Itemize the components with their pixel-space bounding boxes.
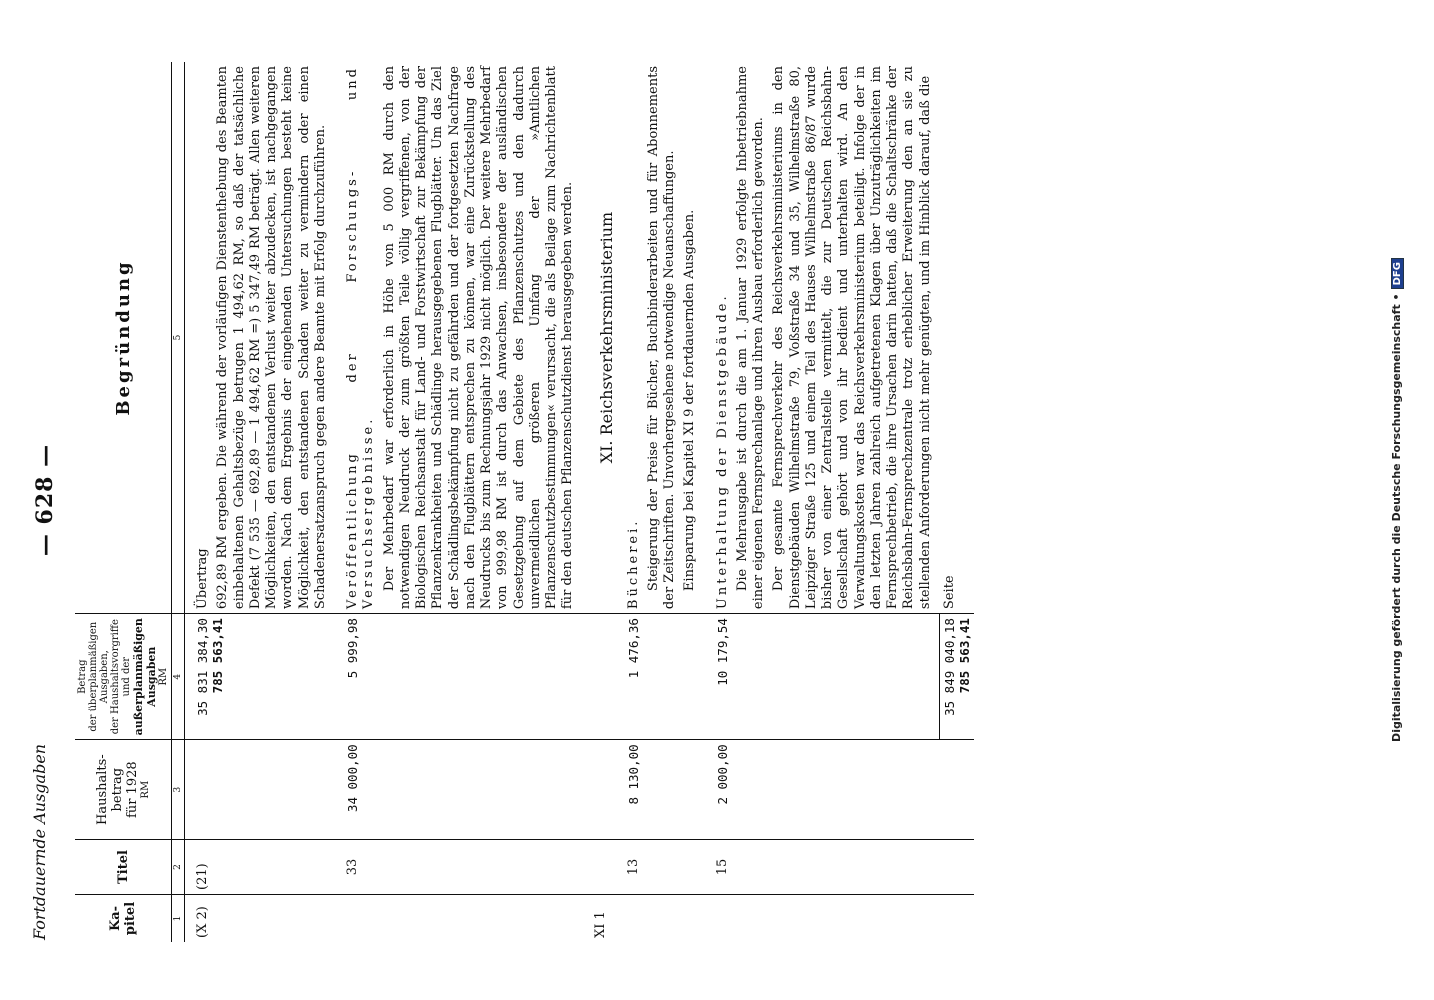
row21-text: 692,89 RM ergeben. Die während der vorläufigen Dienstenthebung des Beamten einbehaltenen Gehaltsbezüge betrugen 1 494,62 RM, so daß der tatsächliche Defekt (7 535 — 692,89 — 1 494,62 RM =) 5 347,49 RM beträgt. Allen weiteren Möglichkeiten, den entstandenen Verlust weiter abzudecken, ist nachgegangen worden. Nach dem Ergebnis der eingehenden Untersuchungen besteht keine Möglichkeit, den entstandenen Schaden weiter zu vermindern oder einen Schadenersatzanspruch gegen andere Beamte mit Erfolg durchzuführen. [215,66,328,610]
chapter-kapitel: XI 1 [592,911,608,938]
uebertrag-kapitel: (X 2) [195,906,210,938]
colnum-5: 5 [172,62,185,614]
colnum-2: 2 [172,840,185,895]
row13-text: Bücherei. Steigerung der Preise für Bücher, Buchbinderarbeiten und für Abonnements der Zeitschriften. Unvorhergesehene notwendige Neuanschaffungen. Einsparung bei Kapitel XI 9 der fortdauernden Ausgaben. [624,62,705,614]
chapter-title: XI. Reichsverkehrsministerium [596,211,616,464]
header-betrag: Betrag der überplanmäßigen Ausgaben, der Haushaltsvorgriffe und der außerplanmäßigen Ausgaben RM [75,614,172,740]
uebertrag-row [185,62,336,942]
row33-titel: 33 [335,840,583,895]
dfg-logo: DFG [1391,258,1404,289]
row33-text: Veröffentlichung der Forschungs- und Versuchsergebnisse. Der Mehrbedarf war erforderlich in Höhe von 5 000 RM durch den notwendigen Neudruck der zum größten Teile völlig vergriffenen, von der Biologischen Reichsanstalt für Land- und Forstwirtschaft zur Bekämpfung der Pflanzenkrankheiten und Schädlinge herausgegebenen Flugblätter. Um das Ziel der Schädlingsbekämpfung nicht zu gefährden und der fortgesetzten Nachfrage nach den Flugblättern entsprechen zu können, war eine Zurückstellung des Neudrucks bis zum Rechnungsjahr 1929 nicht möglich. Der weitere Mehrbedarf von 999,98 RM ist durch das Anwachsen, insbesondere der ausländischen Gesetzgebung auf dem Gebiete des Pflanzenschutzes und den dadurch unvermeidlichen größeren Umfang der »Amtlichen Pflanzenschutzbestimmungen« verursacht, die als Beilage zum Nachrichtenblatt für den deutschen Pflanzenschutzdienst herausgegeben werden. [335,62,583,614]
seite-betrag: 35 849 040,18 785 563,41 [940,614,975,740]
uebertrag-betrag: 35 831 384,30 785 563,41 [185,614,336,740]
budget-table [75,62,974,942]
colnum-1: 1 [172,894,185,942]
row15-titel: 15 [705,840,940,895]
row13-titel: 13 [624,840,705,895]
header-row [75,62,172,942]
seite-row [940,62,975,942]
row33-betrag: 5 999,98 [335,614,583,740]
page-number: — 628 — [32,443,58,557]
colnum-3: 3 [172,740,185,840]
header-haushalt: Haushalts- betrag für 1928 RM [75,740,172,840]
header-begruendung: Begründung [75,62,172,614]
header-titel: Titel [75,840,172,895]
digitization-note: Digitalisierung gefördert durch die Deutsche Forschungsgemeinschaft •DFG [1390,0,1404,1000]
row15-betrag: 10 179,54 [705,614,940,740]
seite-label: Seite [940,62,975,614]
table-row [624,62,705,942]
row33-haushalt: 34 000,00 [335,740,583,840]
chapter-row [583,62,624,942]
header-kapitel: Ka- pitel [75,894,172,942]
uebertrag-titel: (21) [185,840,336,895]
table-row [335,62,583,942]
row15-haushalt: 2 000,00 [705,740,940,840]
uebertrag-text: Übertrag 692,89 RM ergeben. Die während der vorläufigen Dienstenthebung des Beamten einbehaltenen Gehaltsbezüge betrugen 1 494,62 RM, so daß der tatsächliche Defekt (7 535 — 692,89 — 1 494,62 RM =) 5 347,49 RM beträgt. Allen weiteren Möglichkeiten, den entstandenen Verlust weiter abzudecken, ist nachgegangen worden. Nach dem Ergebnis der eingehenden Untersuchungen besteht keine Möglichkeit, den entstandenen Schaden weiter zu vermindern oder einen Schadenersatzanspruch gegen andere Beamte mit Erfolg durchzuführen. [185,62,336,614]
column-number-row [172,62,185,942]
colnum-4: 4 [172,614,185,740]
table-row [705,62,940,942]
row13-haushalt: 8 130,00 [624,740,705,840]
row13-betrag: 1 476,36 [624,614,705,740]
running-head: Fortdauernde Ausgaben [30,743,49,940]
row15-text: Unterhaltung der Dienstgebäude. Die Mehrausgabe ist durch die am 1. Januar 1929 erfolgte Inbetriebnahme einer eigenen Fernsprechanlage und ihren Ausbau erforderlich geworden. Der gesamte Fernsprechverkehr des Reichsverkehrsministeriums in den Dienstgebäuden Wilhelmstraße 79, Voßstraße 34 und 35, Wilhelmstraße 80, Leipziger Straße 125 und einem Teil des Hauses Wilhelmstraße 86/87 wurde bisher von einer Zentralstelle vermittelt, die zur Deutschen Reichsbahn-Gesellschaft gehört und von ihr bedient und unterhalten wird. An den Verwaltungskosten war das Reichsverkehrsministerium beteiligt. Infolge der in den letzten Jahren zahlreich aufgetretenen Klagen über Unzuträglichkeiten im Fernsprechbetrieb, die ihre Ursachen darin hatten, daß die Schaltschränke der Reichsbahn-Fernsprechzentrale trotz erheblicher Erweiterung den an sie zu stellenden Anforderungen nicht mehr genügten, und im Hinblick darauf, daß die [705,62,940,614]
